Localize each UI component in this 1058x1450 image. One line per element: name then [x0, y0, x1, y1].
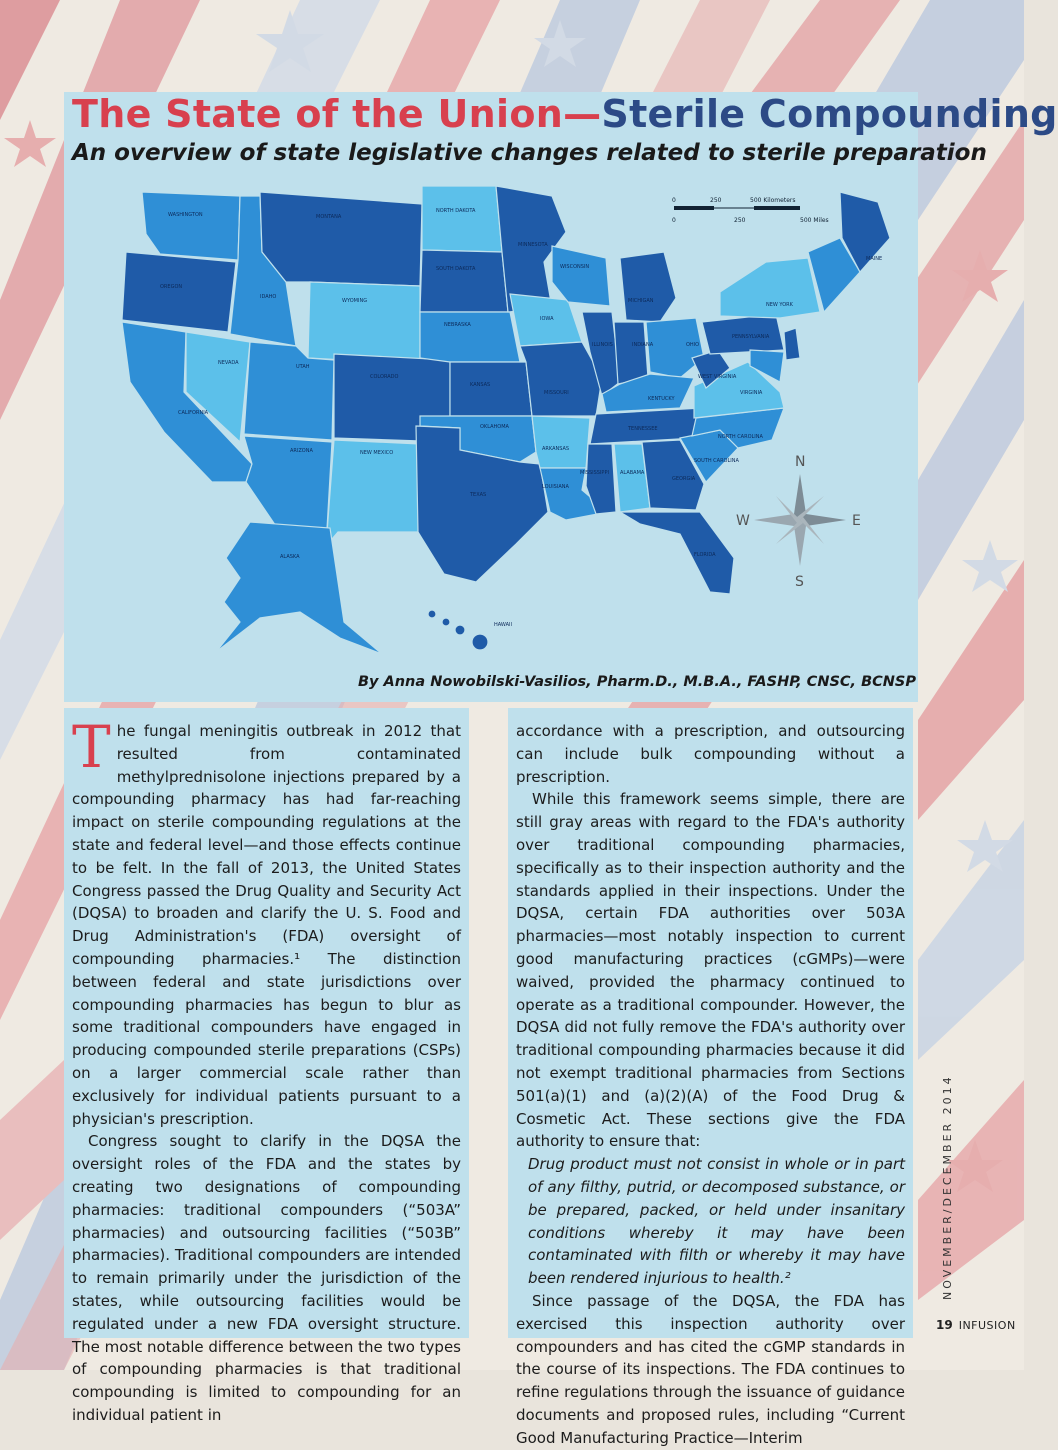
scale-mi-250: 250 — [734, 217, 746, 224]
state-ohio — [646, 318, 704, 378]
label-maine: MAINE — [866, 256, 883, 262]
title-blue-part: Sterile Compounding — [601, 92, 1058, 136]
label-kansas: KANSAS — [470, 382, 491, 388]
label-illinois: ILLINOIS — [592, 342, 613, 348]
state-hawaii — [428, 610, 488, 650]
drop-cap: T — [72, 713, 111, 781]
issue-date-text: NOVEMBER/DECEMBER 2014 — [941, 1074, 954, 1300]
label-arkansas: ARKANSAS — [542, 446, 570, 452]
byline: By Anna Nowobilski-Vasilios, Pharm.D., M.B.A., FASHP, CNSC, BCNSP — [357, 674, 916, 690]
compass-n: N — [795, 454, 806, 470]
state-south-dakota — [420, 250, 508, 312]
label-louisiana: LOUISIANA — [542, 484, 569, 490]
label-minnesota: MINNESOTA — [518, 242, 548, 248]
state-washington — [142, 192, 240, 260]
label-oklahoma: OKLAHOMA — [480, 424, 509, 430]
article-paragraph-3: accordance with a prescription, and outsourcing can include bulk compounding without a prescription. — [516, 722, 905, 786]
compass-rose-icon — [736, 454, 861, 590]
state-oregon — [122, 252, 236, 332]
page-number: 19 — [936, 1318, 953, 1332]
state-alaska — [216, 522, 382, 654]
page-subtitle: An overview of state legislative changes related to sterile preparation — [72, 140, 987, 166]
label-california: CALIFORNIA — [178, 410, 209, 416]
state-nebraska — [420, 312, 520, 362]
compass-s: S — [795, 574, 804, 590]
title-red-part: The State of the Union— — [72, 92, 602, 136]
publication-logo: INFUSION — [958, 1319, 1016, 1332]
label-michigan: MICHIGAN — [628, 298, 654, 304]
label-wisconsin: WISCONSIN — [560, 264, 590, 270]
state-michigan — [620, 252, 676, 322]
label-pennsylvania: PENNSYLVANIA — [732, 334, 770, 340]
label-new-york: NEW YORK — [766, 302, 793, 308]
label-south-carolina: SOUTH CAROLINA — [694, 458, 739, 464]
state-arkansas — [532, 416, 590, 468]
label-georgia: GEORGIA — [672, 476, 696, 482]
issue-date-vertical — [936, 1060, 956, 1300]
label-south-dakota: SOUTH DAKOTA — [436, 266, 476, 272]
label-arizona: ARIZONA — [290, 448, 313, 454]
compass-e: E — [852, 513, 861, 529]
label-north-carolina: NORTH CAROLINA — [718, 434, 763, 440]
label-west-virginia: WEST VIRGINIA — [698, 374, 737, 380]
article-paragraph-5: Since passage of the DQSA, the FDA has exercised this inspection authority over compounders and has cited the cGMP standards in the course of its inspections. The FDA continues to refine regulations through the issuance of guidance documents and proposed rules, including “Current Good Manufacturing Practice—Interim — [516, 1291, 905, 1447]
article-paragraph-4: While this framework seems simple, there are still gray areas with regard to the FDA's authority over traditional compounding pharmacies, specifically as to their inspection authority and the standards applied in their inspections. Under the DQSA, certain FDA authorities over 503A pharmacies—most notably inspection to current good manufacturing practices (cGMPs)—were waived, provided the pharmacy continued to operate as a traditional compounder. However, the DQSA did not fully remove the FDA's authority over traditional compounding pharmacies because it did not exempt traditional pharmacies from Sections 501(a)(1) and (a)(2)(A) of the Food Drug & Cosmetic Act. These sections give the FDA authority to ensure that: — [516, 790, 905, 1151]
state-florida — [620, 512, 734, 594]
label-indiana: INDIANA — [632, 342, 654, 348]
scale-km-500: 500 Kilometers — [750, 197, 796, 204]
state-new-york — [720, 258, 820, 318]
page-title — [72, 92, 1058, 136]
label-mississippi: MISSISSIPPI — [580, 470, 609, 476]
scale-km-250: 250 — [710, 197, 722, 204]
article-paragraph-1: he fungal meningitis outbreak in 2012 that resulted from contaminated methylprednisolone injections prepared by a compounding pharmacy has had far-reaching impact on sterile compounding regulations at the state and federal level—and those effects continue to be felt. In the fall of 2013, the United States Congress passed the Drug Quality and Security Act (DQSA) to broaden and clarify the U. S. Food and Drug Administration's (FDA) oversight of compounding pharmacies.¹ The distinction between federal and state jurisdictions over compounding pharmacies has begun to blur as some traditional compounders have engaged in producing compounded sterile preparations (CSPs) on a larger commercial scale rather than exclusively for individual patients pursuant to a physician's prescription. — [72, 722, 461, 1128]
state-wyoming — [308, 282, 420, 364]
label-montana: MONTANA — [316, 214, 342, 220]
compass-w: W — [736, 513, 750, 529]
label-florida: FLORIDA — [694, 552, 716, 558]
label-alaska: ALASKA — [280, 554, 300, 560]
label-kentucky: KENTUCKY — [648, 396, 675, 402]
label-texas: TEXAS — [470, 492, 487, 498]
label-north-dakota: NORTH DAKOTA — [436, 208, 476, 214]
us-states-map — [120, 182, 910, 672]
state-indiana — [614, 322, 648, 384]
label-missouri: MISSOURI — [544, 390, 569, 396]
scale-mi-0: 0 — [672, 217, 676, 224]
block-quote: Drug product must not consist in whole or in part of any filthy, putrid, or decomposed substance, or be prepared, packed, or held under insanitary conditions whereby it may have been contaminated with filth or whereby it may have been rendered injurious to health.² — [528, 1155, 905, 1288]
label-hawaii: HAWAII — [494, 622, 512, 628]
article-column-1 — [64, 708, 469, 1424]
article-column-2 — [508, 708, 913, 1447]
label-alabama: ALABAMA — [620, 470, 645, 476]
scale-km-0: 0 — [672, 197, 676, 204]
page-folio — [936, 1318, 1016, 1332]
label-oregon: OREGON — [160, 284, 183, 290]
label-wyoming: WYOMING — [342, 298, 368, 304]
map-scale-bar — [672, 197, 829, 224]
label-idaho: IDAHO — [260, 294, 277, 300]
state-north-dakota — [422, 186, 502, 252]
label-ohio: OHIO — [686, 342, 700, 348]
state-wisconsin — [552, 246, 610, 306]
state-new-jersey — [784, 328, 800, 360]
label-utah: UTAH — [296, 364, 310, 370]
label-colorado: COLORADO — [370, 374, 399, 380]
article-paragraph-2: Congress sought to clarify in the DQSA the oversight roles of the FDA and the states by creating two designations of compounding pharmacies: traditional compounders (“503A” pharmacies) and outsourcing facilities (“503B” pharmacies). Traditional compounders are intended to remain primarily under the jurisdiction of the states, while outsourcing facilities would be regulated under a new FDA oversight structure. The most notable difference between the two types of compounding pharmacies is that traditional compounding is limited to compounding for an individual patient in — [72, 1132, 461, 1424]
label-virginia: VIRGINIA — [740, 390, 763, 396]
label-iowa: IOWA — [540, 316, 554, 322]
label-new-mexico: NEW MEXICO — [360, 450, 394, 456]
state-montana — [260, 192, 422, 286]
state-kansas — [450, 362, 532, 416]
label-tennessee: TENNESSEE — [628, 426, 658, 432]
label-nebraska: NEBRASKA — [444, 322, 471, 328]
label-nevada: NEVADA — [218, 360, 239, 366]
scale-mi-500: 500 Miles — [800, 217, 829, 224]
label-washington: WASHINGTON — [168, 212, 203, 218]
